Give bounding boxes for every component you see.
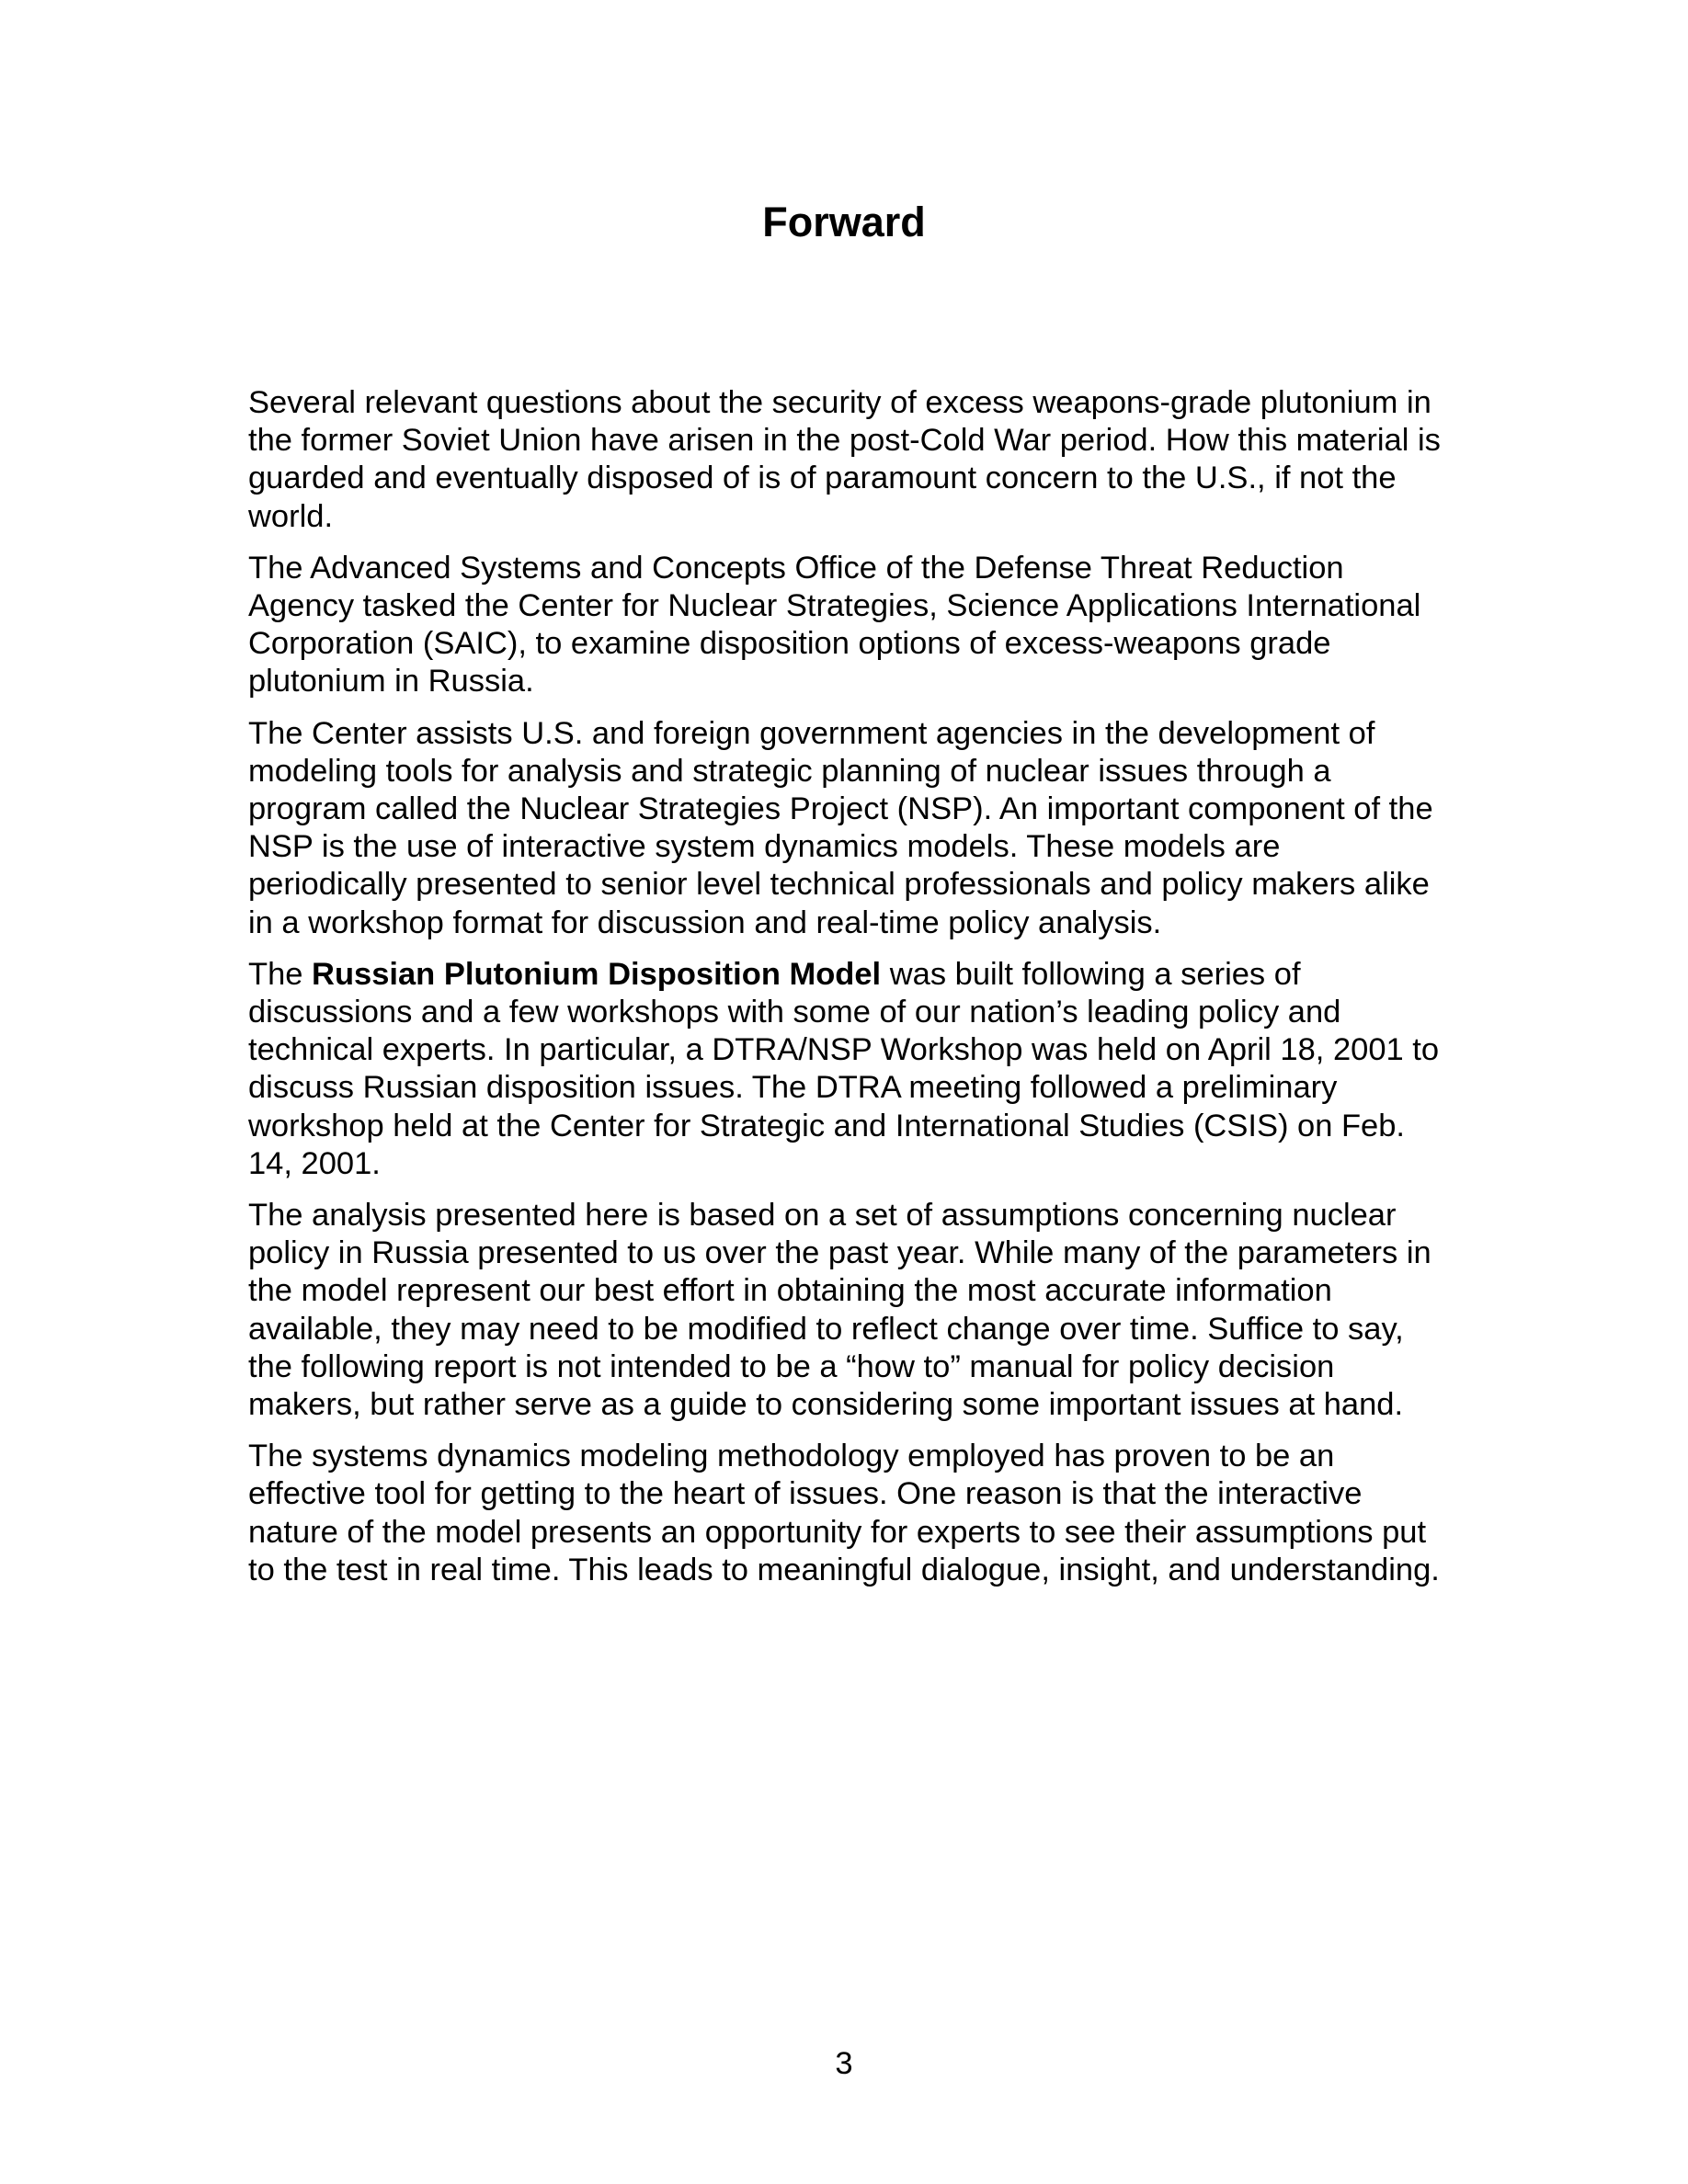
page-number: 3 — [835, 2046, 853, 2081]
paragraph-4-suffix: was built following a series of discussions and a few workshops with some of our nation’s leading policy and technical experts. In particular, a DTRA/NSP Workshop was held on April 18, 2001 to discuss Russian disposition issues. The DTRA meeting followed a preliminary workshop held at the Center for Strategic and International Studies (CSIS) on Feb. 14, 2001. — [248, 956, 1440, 1181]
paragraph-2: The Advanced Systems and Concepts Office of the Defense Threat Reduction Agency tasked the Center for Nuclear Strategies, Science Applications International Corporation (SAIC), to examine disposition options of excess-weapons grade plutonium in Russia. — [248, 550, 1421, 700]
paragraph-4-prefix: The — [248, 956, 313, 992]
paragraph-4 — [248, 956, 1443, 1183]
paragraph-5: The analysis presented here is based on a set of assumptions concerning nuclear policy in Russia presented to us over the past year. While many of the parameters in the model represent our best effort in obtaining the most accurate information available, they may need to be modified to reflect change over time. Suffice to say, the following report is not intended to be a “how to” manual for policy decision makers, but rather serve as a guide to considering some important issues at hand. — [248, 1198, 1431, 1423]
body-text — [248, 384, 1443, 1603]
model-name-bold: Russian Plutonium Disposition Model — [312, 956, 882, 992]
paragraph-1: Several relevant questions about the security of excess weapons-grade plutonium in the former Soviet Union have arisen in the post-Cold War period. How this material is guarded and eventually disposed of is of paramount concern to the U.S., if not the world. — [248, 385, 1441, 534]
page-title: Forward — [762, 199, 926, 245]
paragraph-6: The systems dynamics modeling methodology employed has proven to be an effective tool for getting to the heart of issues. One reason is that the interactive nature of the model presents an opportunity for experts to see their assumptions put to the test in real time. This leads to meaningful dialogue, insight, and understanding. — [248, 1439, 1440, 1587]
paragraph-3: The Center assists U.S. and foreign government agencies in the development of modeling tools for analysis and strategic planning of nuclear issues through a program called the Nuclear Strategies Project (NSP). An important component of the NSP is the use of interactive system dynamics models. These models are periodically presented to senior level technical professionals and policy makers alike in a workshop format for discussion and real-time policy analysis. — [248, 715, 1433, 940]
